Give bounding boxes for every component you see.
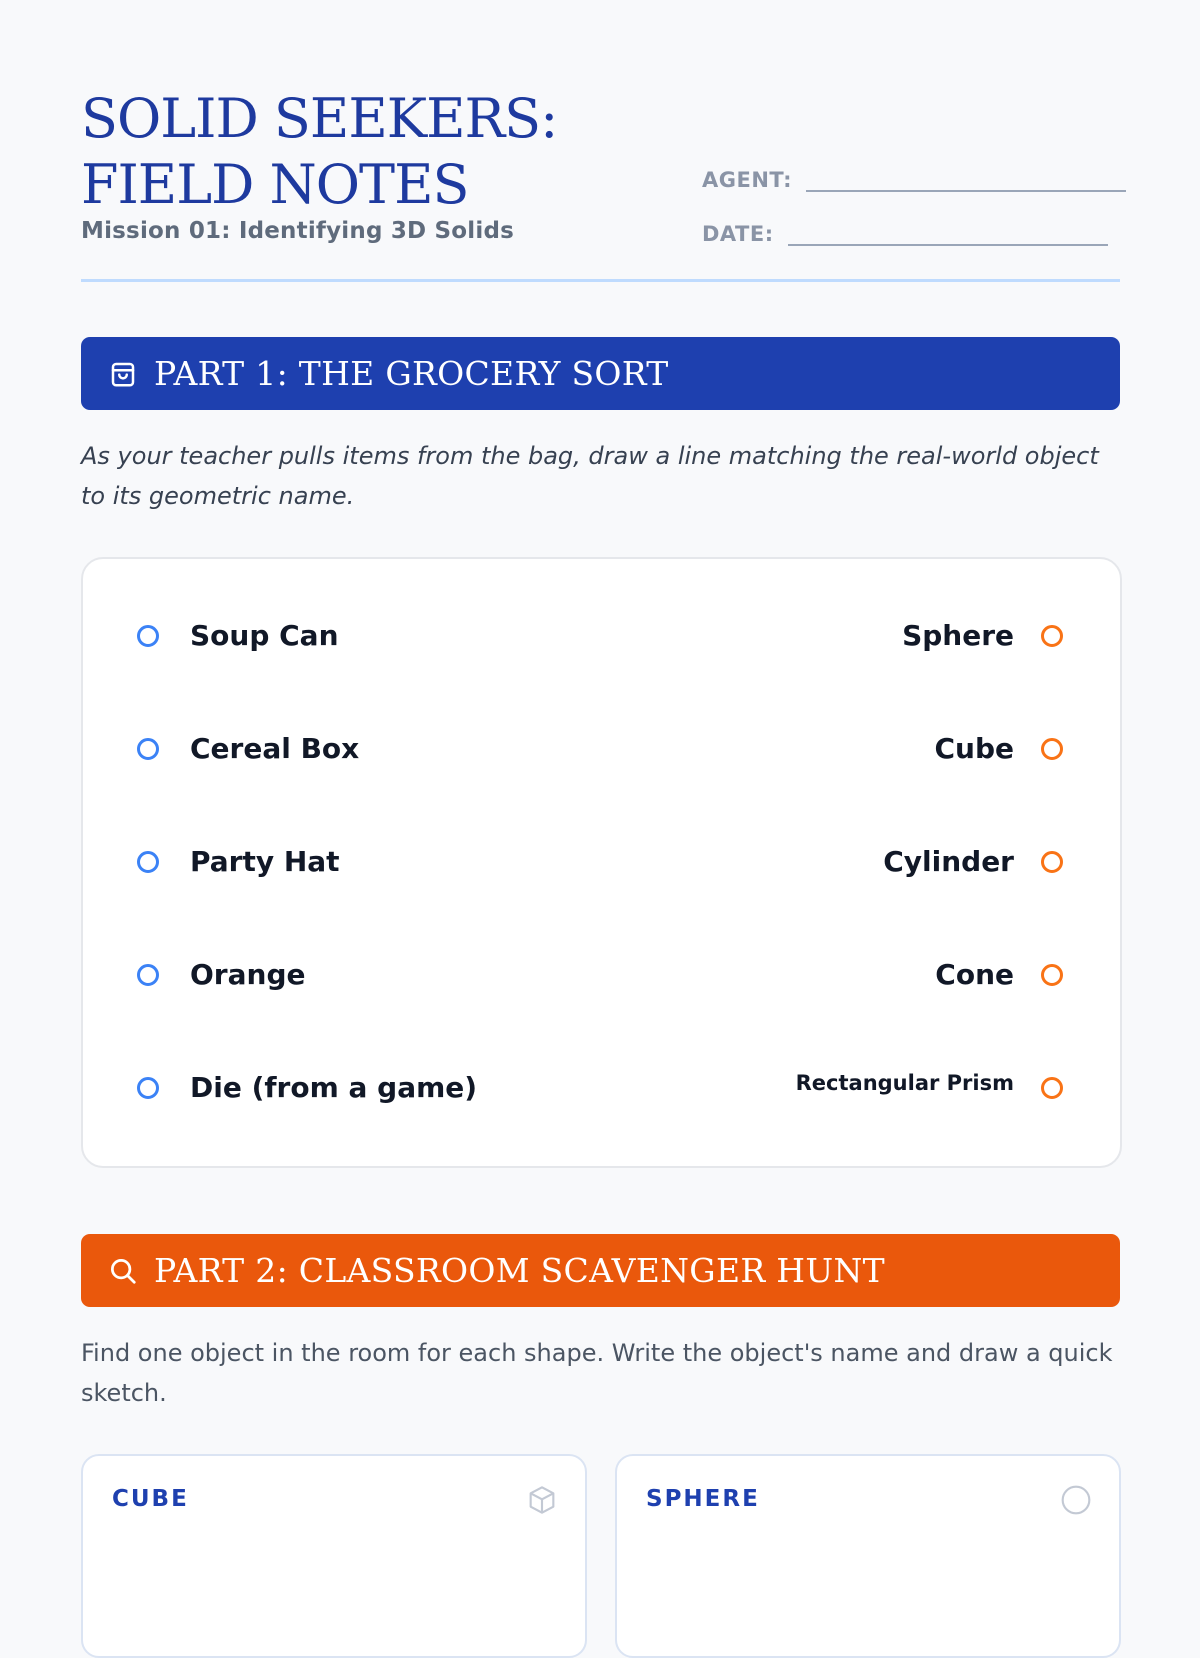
object-dot[interactable] [137,964,159,986]
hunt-card-label: SPHERE [646,1486,760,1512]
part2-banner [81,1234,1120,1307]
header-divider [81,279,1120,282]
shape-label: Cylinder [883,845,1014,878]
match-row [83,619,1120,659]
agent-field[interactable] [806,162,1126,192]
date-field-row [702,216,1108,246]
part1-banner [81,337,1120,410]
worksheet-header [81,0,1120,283]
shape-label: Cone [935,958,1014,991]
page-title [81,86,557,218]
title-line-1: SOLID SEEKERS: [81,87,558,150]
object-label: Party Hat [190,845,340,878]
worksheet-page [81,0,1120,1512]
object-dot[interactable] [137,738,159,760]
shape-label: Rectangular Prism [795,1071,1014,1095]
part1-title: PART 1: THE GROCERY SORT [154,354,669,393]
date-field[interactable] [788,216,1108,246]
search-icon [108,1256,138,1286]
object-label: Orange [190,958,306,991]
shape-label: Sphere [902,619,1014,652]
date-label: DATE: [702,222,774,246]
mission-subtitle: Mission 01: Identifying 3D Solids [81,218,515,244]
shape-dot[interactable] [1041,964,1063,986]
object-label: Cereal Box [190,732,360,765]
matching-card [81,557,1122,1168]
cube-icon [526,1484,558,1516]
match-row [83,1071,1120,1111]
match-row [83,845,1120,885]
shape-label: Cube [934,732,1014,765]
shape-dot[interactable] [1041,851,1063,873]
object-dot[interactable] [137,851,159,873]
shape-dot[interactable] [1041,738,1063,760]
circle-icon [1060,1484,1092,1516]
shape-dot[interactable] [1041,1077,1063,1099]
part2-title: PART 2: CLASSROOM SCAVENGER HUNT [154,1251,885,1290]
title-line-2: FIELD NOTES [81,153,469,216]
hunt-card-sphere[interactable] [615,1454,1121,1658]
part1-instructions: As your teacher pulls items from the bag, draw a line matching the real-world object to its geometric name. [81,442,1099,510]
hunt-card-cube[interactable] [81,1454,587,1658]
match-row [83,958,1120,998]
shopping-bag-icon [108,359,138,389]
part2-instructions: Find one object in the room for each shape. Write the object's name and draw a quick sketch. [81,1339,1113,1407]
object-dot[interactable] [137,625,159,647]
shape-dot[interactable] [1041,625,1063,647]
hunt-card-label: CUBE [112,1486,189,1512]
object-label: Die (from a game) [190,1071,478,1104]
object-dot[interactable] [137,1077,159,1099]
agent-field-row [702,162,1126,192]
agent-label: AGENT: [702,168,792,192]
match-row [83,732,1120,772]
object-label: Soup Can [190,619,339,652]
